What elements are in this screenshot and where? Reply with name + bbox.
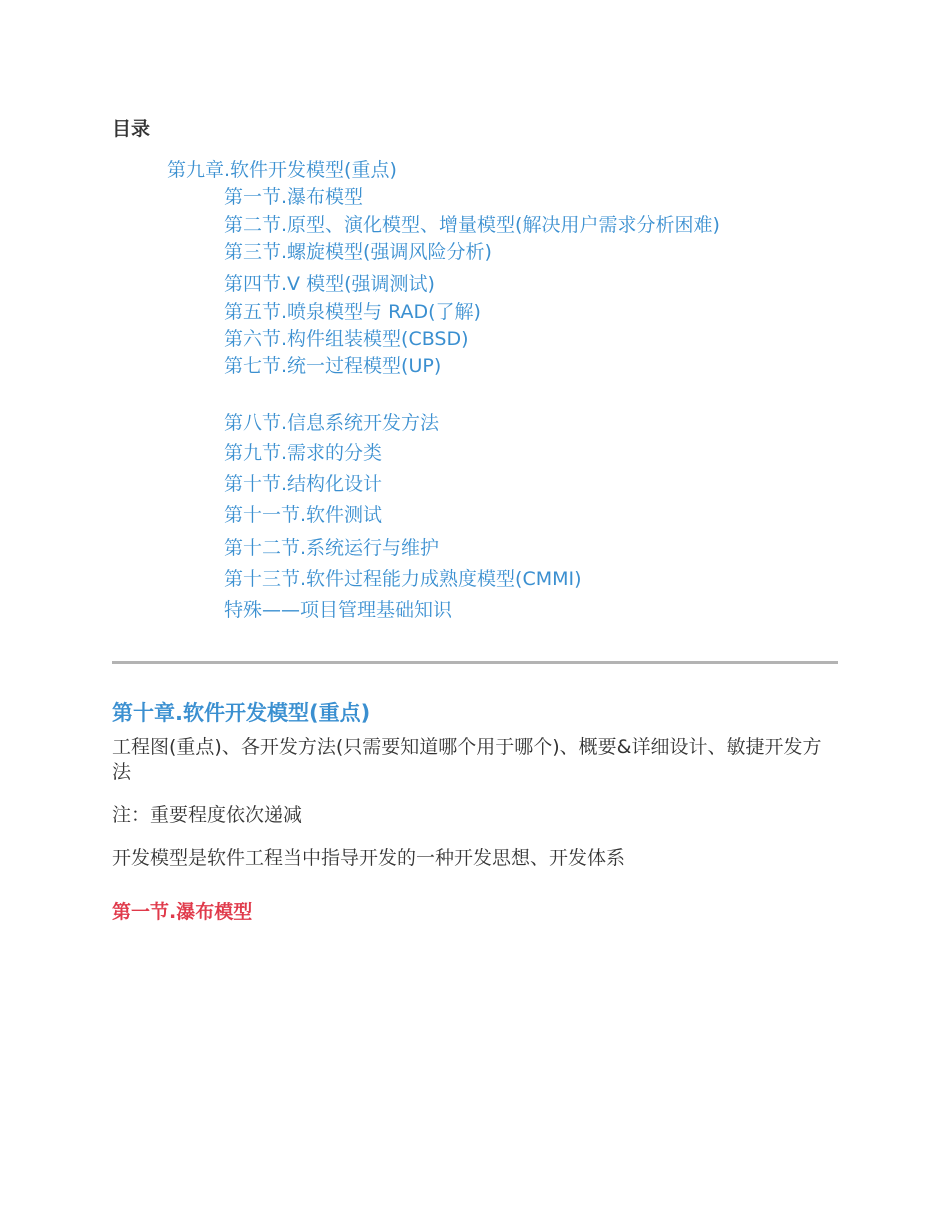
toc-item-4[interactable]: 第四节.V 模型(强调测试): [224, 273, 435, 295]
paragraph-definition: 开发模型是软件工程当中指导开发的一种开发思想、开发体系: [112, 847, 626, 869]
toc-item-6[interactable]: 第八节.信息系统开发方法: [224, 412, 440, 434]
toc-item-8[interactable]: 第十节.结构化设计: [224, 473, 383, 495]
toc-item-7[interactable]: 第九节.需求的分类: [224, 442, 383, 464]
toc-item-10[interactable]: 第十二节.系统运行与维护: [224, 537, 440, 559]
chapter-title: 第十章.软件开发模型(重点): [112, 701, 371, 725]
toc-item-3[interactable]: 第三节.螺旋模型(强调风险分析): [224, 241, 492, 263]
toc-item-12[interactable]: 特殊——项目管理基础知识: [224, 599, 453, 621]
toc-item-9[interactable]: 第十一节.软件测试: [224, 504, 383, 526]
toc-heading: 目录: [112, 118, 151, 140]
toc-item-5[interactable]: 第五节.喷泉模型与 RAD(了解)第六节.构件组装模型(CBSD)第七节.统一过程模型(UP): [224, 301, 481, 377]
toc-item-1[interactable]: 第一节.瀑布模型: [224, 186, 364, 208]
toc-chapter-link[interactable]: 第九章.软件开发模型(重点): [167, 159, 397, 181]
paragraph-overview: 工程图(重点)、各开发方法(只需要知道哪个用于哪个)、概要&详细设计、敏捷开发方法: [112, 736, 822, 783]
toc-item-11[interactable]: 第十三节.软件过程能力成熟度模型(CMMI): [224, 568, 582, 590]
section-divider: [112, 661, 838, 664]
paragraph-note: 注：重要程度依次递减: [112, 804, 303, 826]
toc-item-2[interactable]: 第二节.原型、演化模型、增量模型(解决用户需求分析困难): [224, 214, 720, 236]
section-title: 第一节.瀑布模型: [112, 901, 253, 923]
